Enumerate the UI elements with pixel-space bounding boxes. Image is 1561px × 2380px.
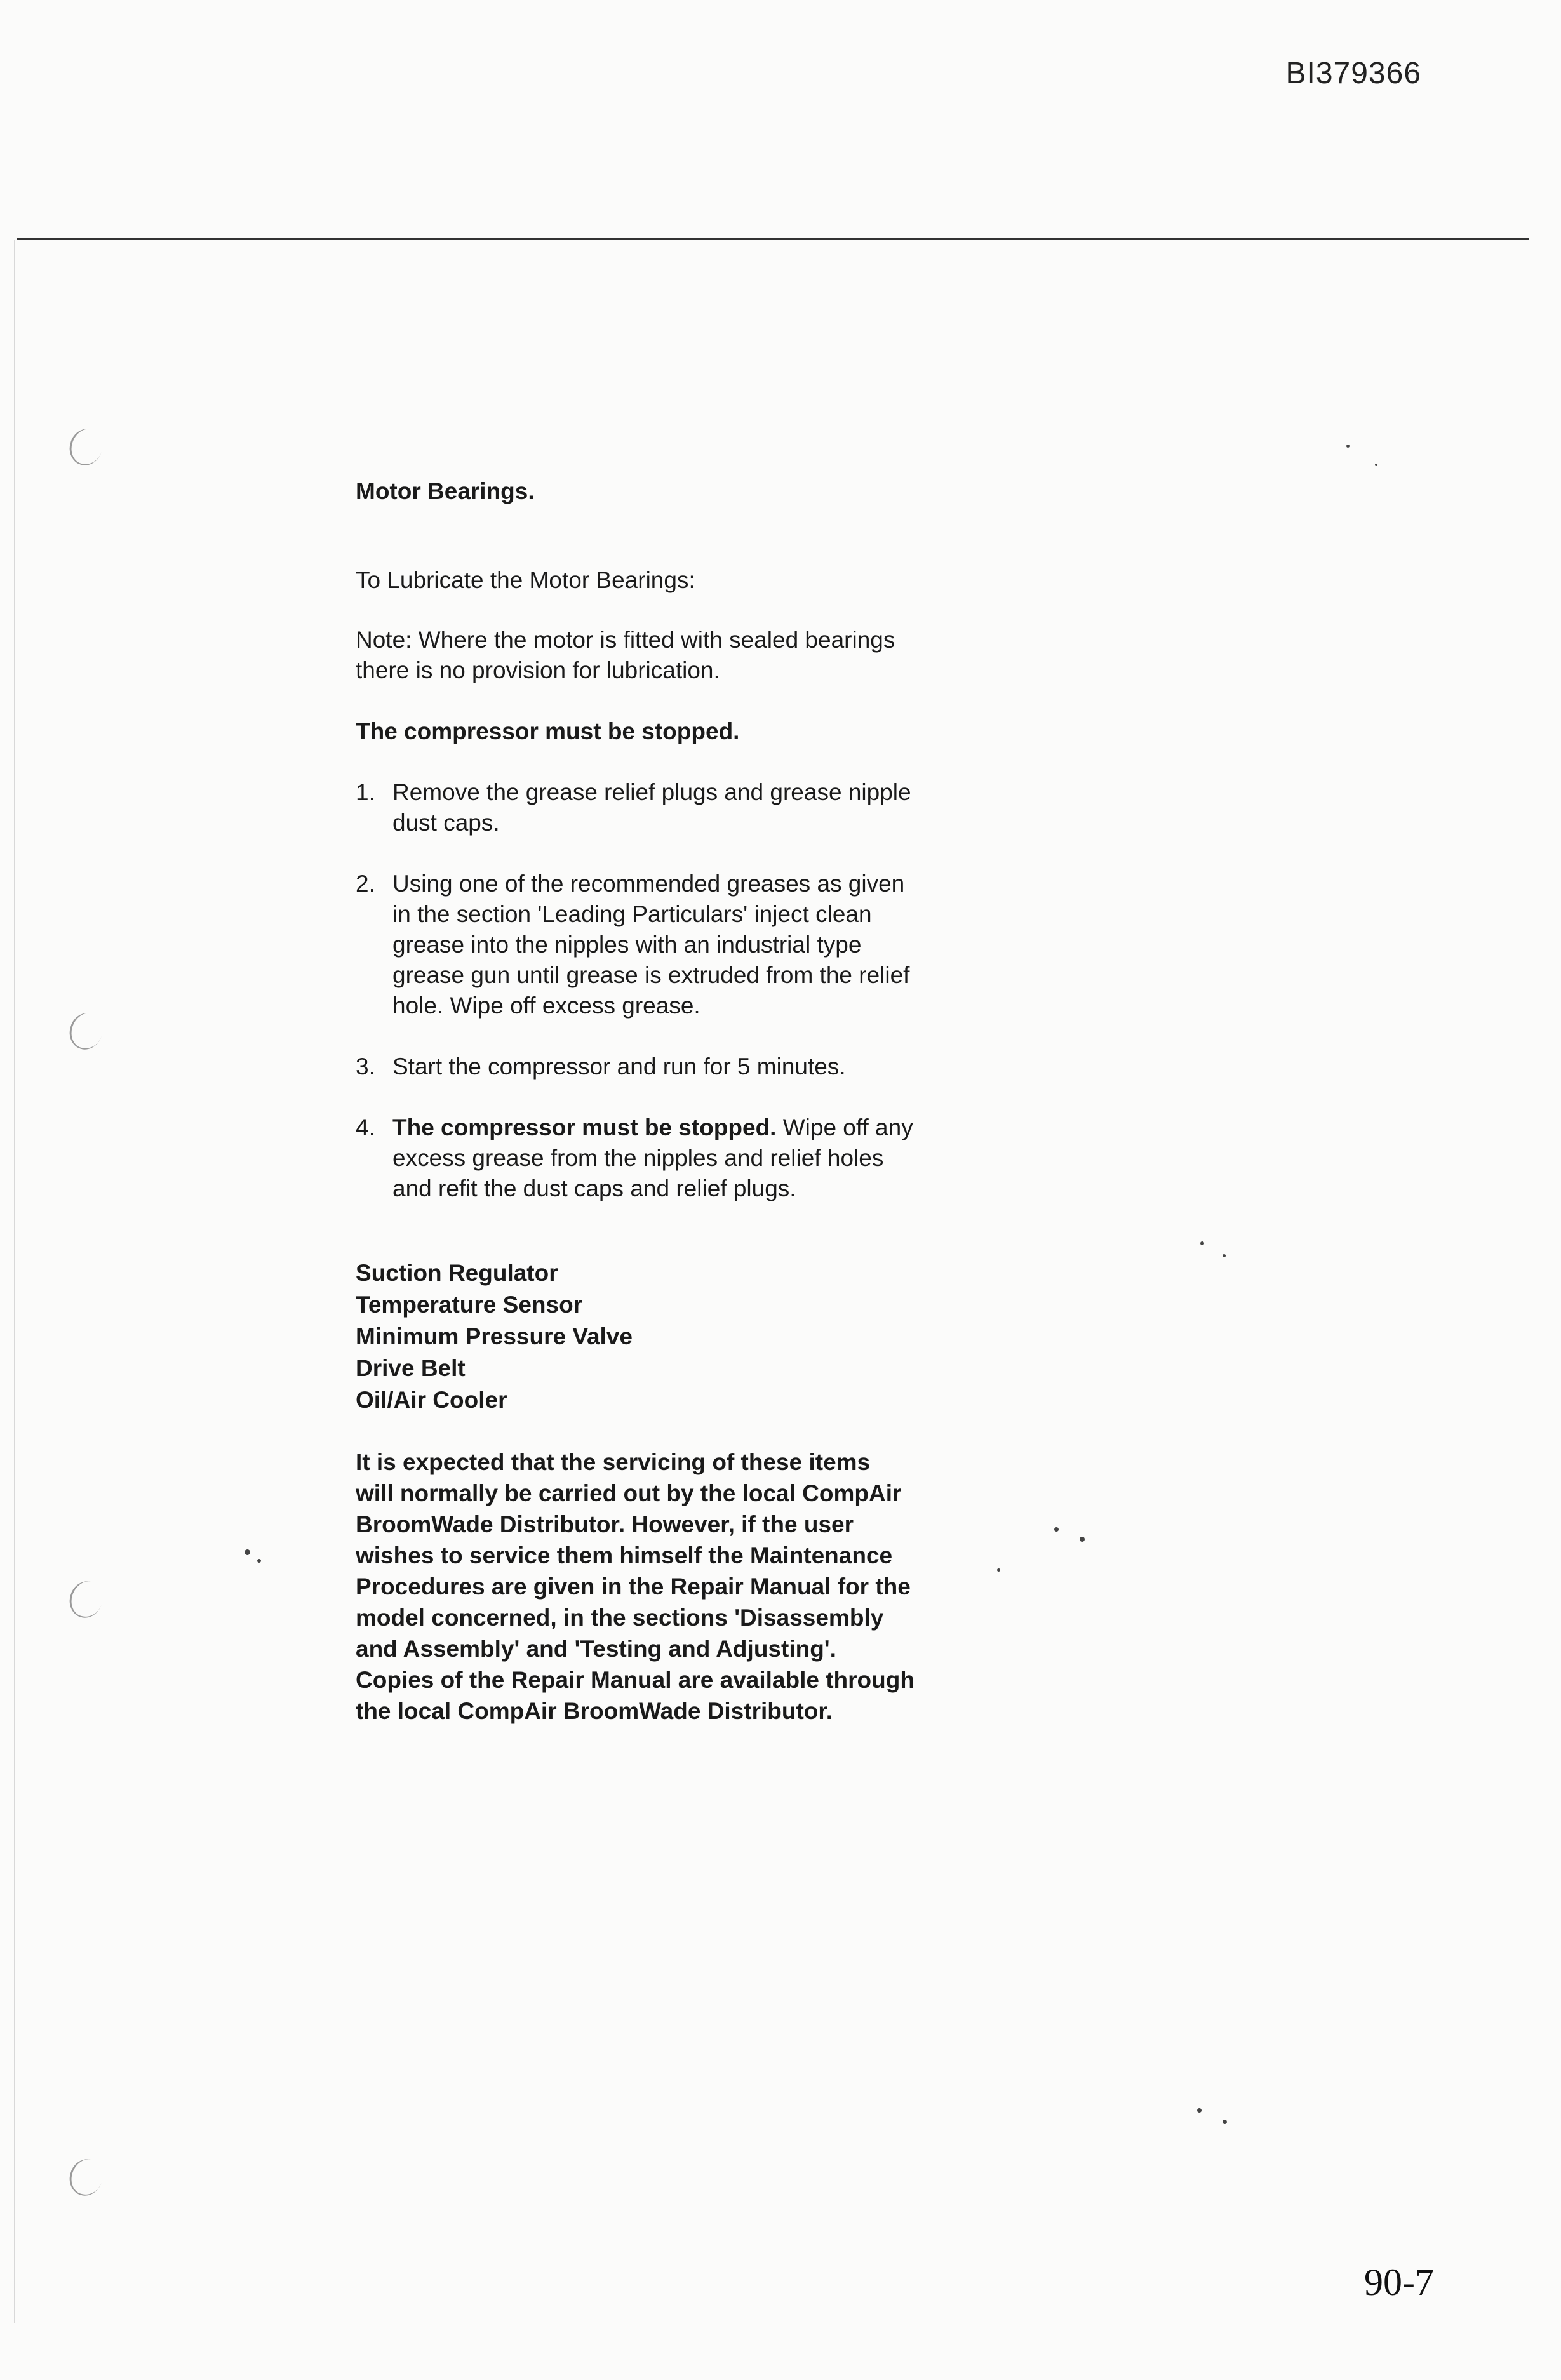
punch-hole-mark <box>65 425 107 470</box>
scan-speck <box>997 1568 1000 1572</box>
service-items-list <box>356 1257 914 1416</box>
scan-speck <box>245 1549 250 1555</box>
scan-speck <box>1054 1527 1059 1532</box>
punch-hole-mark <box>65 1577 107 1622</box>
warning-text: The compressor must be stopped. <box>356 718 740 744</box>
step-text <box>392 1113 914 1204</box>
punch-hole-mark <box>65 1009 107 1054</box>
list-item <box>356 777 914 838</box>
scan-speck <box>1080 1537 1085 1542</box>
scan-speck <box>1223 1254 1226 1257</box>
section-title: Motor Bearings. <box>356 478 535 504</box>
list-item: Temperature Sensor <box>356 1292 583 1318</box>
header-rule <box>17 238 1529 240</box>
step-text: Remove the grease relief plugs and grease nipple dust caps. <box>392 779 911 836</box>
step-number: 1. <box>356 779 375 805</box>
scan-speck <box>1197 2108 1202 2113</box>
document-id: BI379366 <box>1285 57 1421 90</box>
punch-hole-mark <box>65 2155 107 2200</box>
servicing-paragraph: It is expected that the servicing of these items will normally be carried out by the local CompAir BroomWade Distributor. However, if the user wishes to service them himself the Maintenance Procedures are given in the Repair Manual for the model concerned, in the sections 'Disassembly and Assembly' and 'Testing and Adjusting'. Copies of the Repair Manual are available through the local CompAir BroomWade Distributor. <box>356 1449 914 1724</box>
scan-speck <box>1223 2120 1227 2124</box>
step-number: 3. <box>356 1053 375 1080</box>
step-text: Using one of the recommended greases as given in the section 'Leading Particulars' inject clean grease into the nipples with an industrial type grease gun until grease is extruded from the relief hole. Wipe off excess grease. <box>392 871 910 1019</box>
list-item <box>356 1113 914 1204</box>
main-content <box>356 476 914 1727</box>
step-number: 4. <box>356 1114 375 1140</box>
scan-speck <box>1200 1241 1204 1245</box>
list-item: Minimum Pressure Valve <box>356 1323 633 1349</box>
scan-speck <box>257 1559 261 1563</box>
scan-speck <box>1346 445 1350 448</box>
page-number: 90-7 <box>1364 2261 1434 2303</box>
section-subtitle: To Lubricate the Motor Bearings: <box>356 567 695 593</box>
note-text: Note: Where the motor is fitted with sealed bearings there is no provision for lubrication. <box>356 627 895 683</box>
list-item: Suction Regulator <box>356 1260 558 1286</box>
step-warning: The compressor must be stopped. <box>392 1114 777 1140</box>
list-item <box>356 1052 914 1082</box>
list-item: Oil/Air Cooler <box>356 1387 507 1413</box>
procedure-steps <box>356 777 914 1204</box>
list-item: Drive Belt <box>356 1355 466 1381</box>
step-detail: Wipe off any excess grease from the nipples and relief holes and refit the dust caps and relief plugs. <box>392 1114 913 1201</box>
list-item <box>356 869 914 1021</box>
page-edge-line <box>14 240 15 2323</box>
step-number: 2. <box>356 871 375 897</box>
scan-speck <box>1375 464 1377 466</box>
step-text: Start the compressor and run for 5 minutes. <box>392 1053 846 1080</box>
